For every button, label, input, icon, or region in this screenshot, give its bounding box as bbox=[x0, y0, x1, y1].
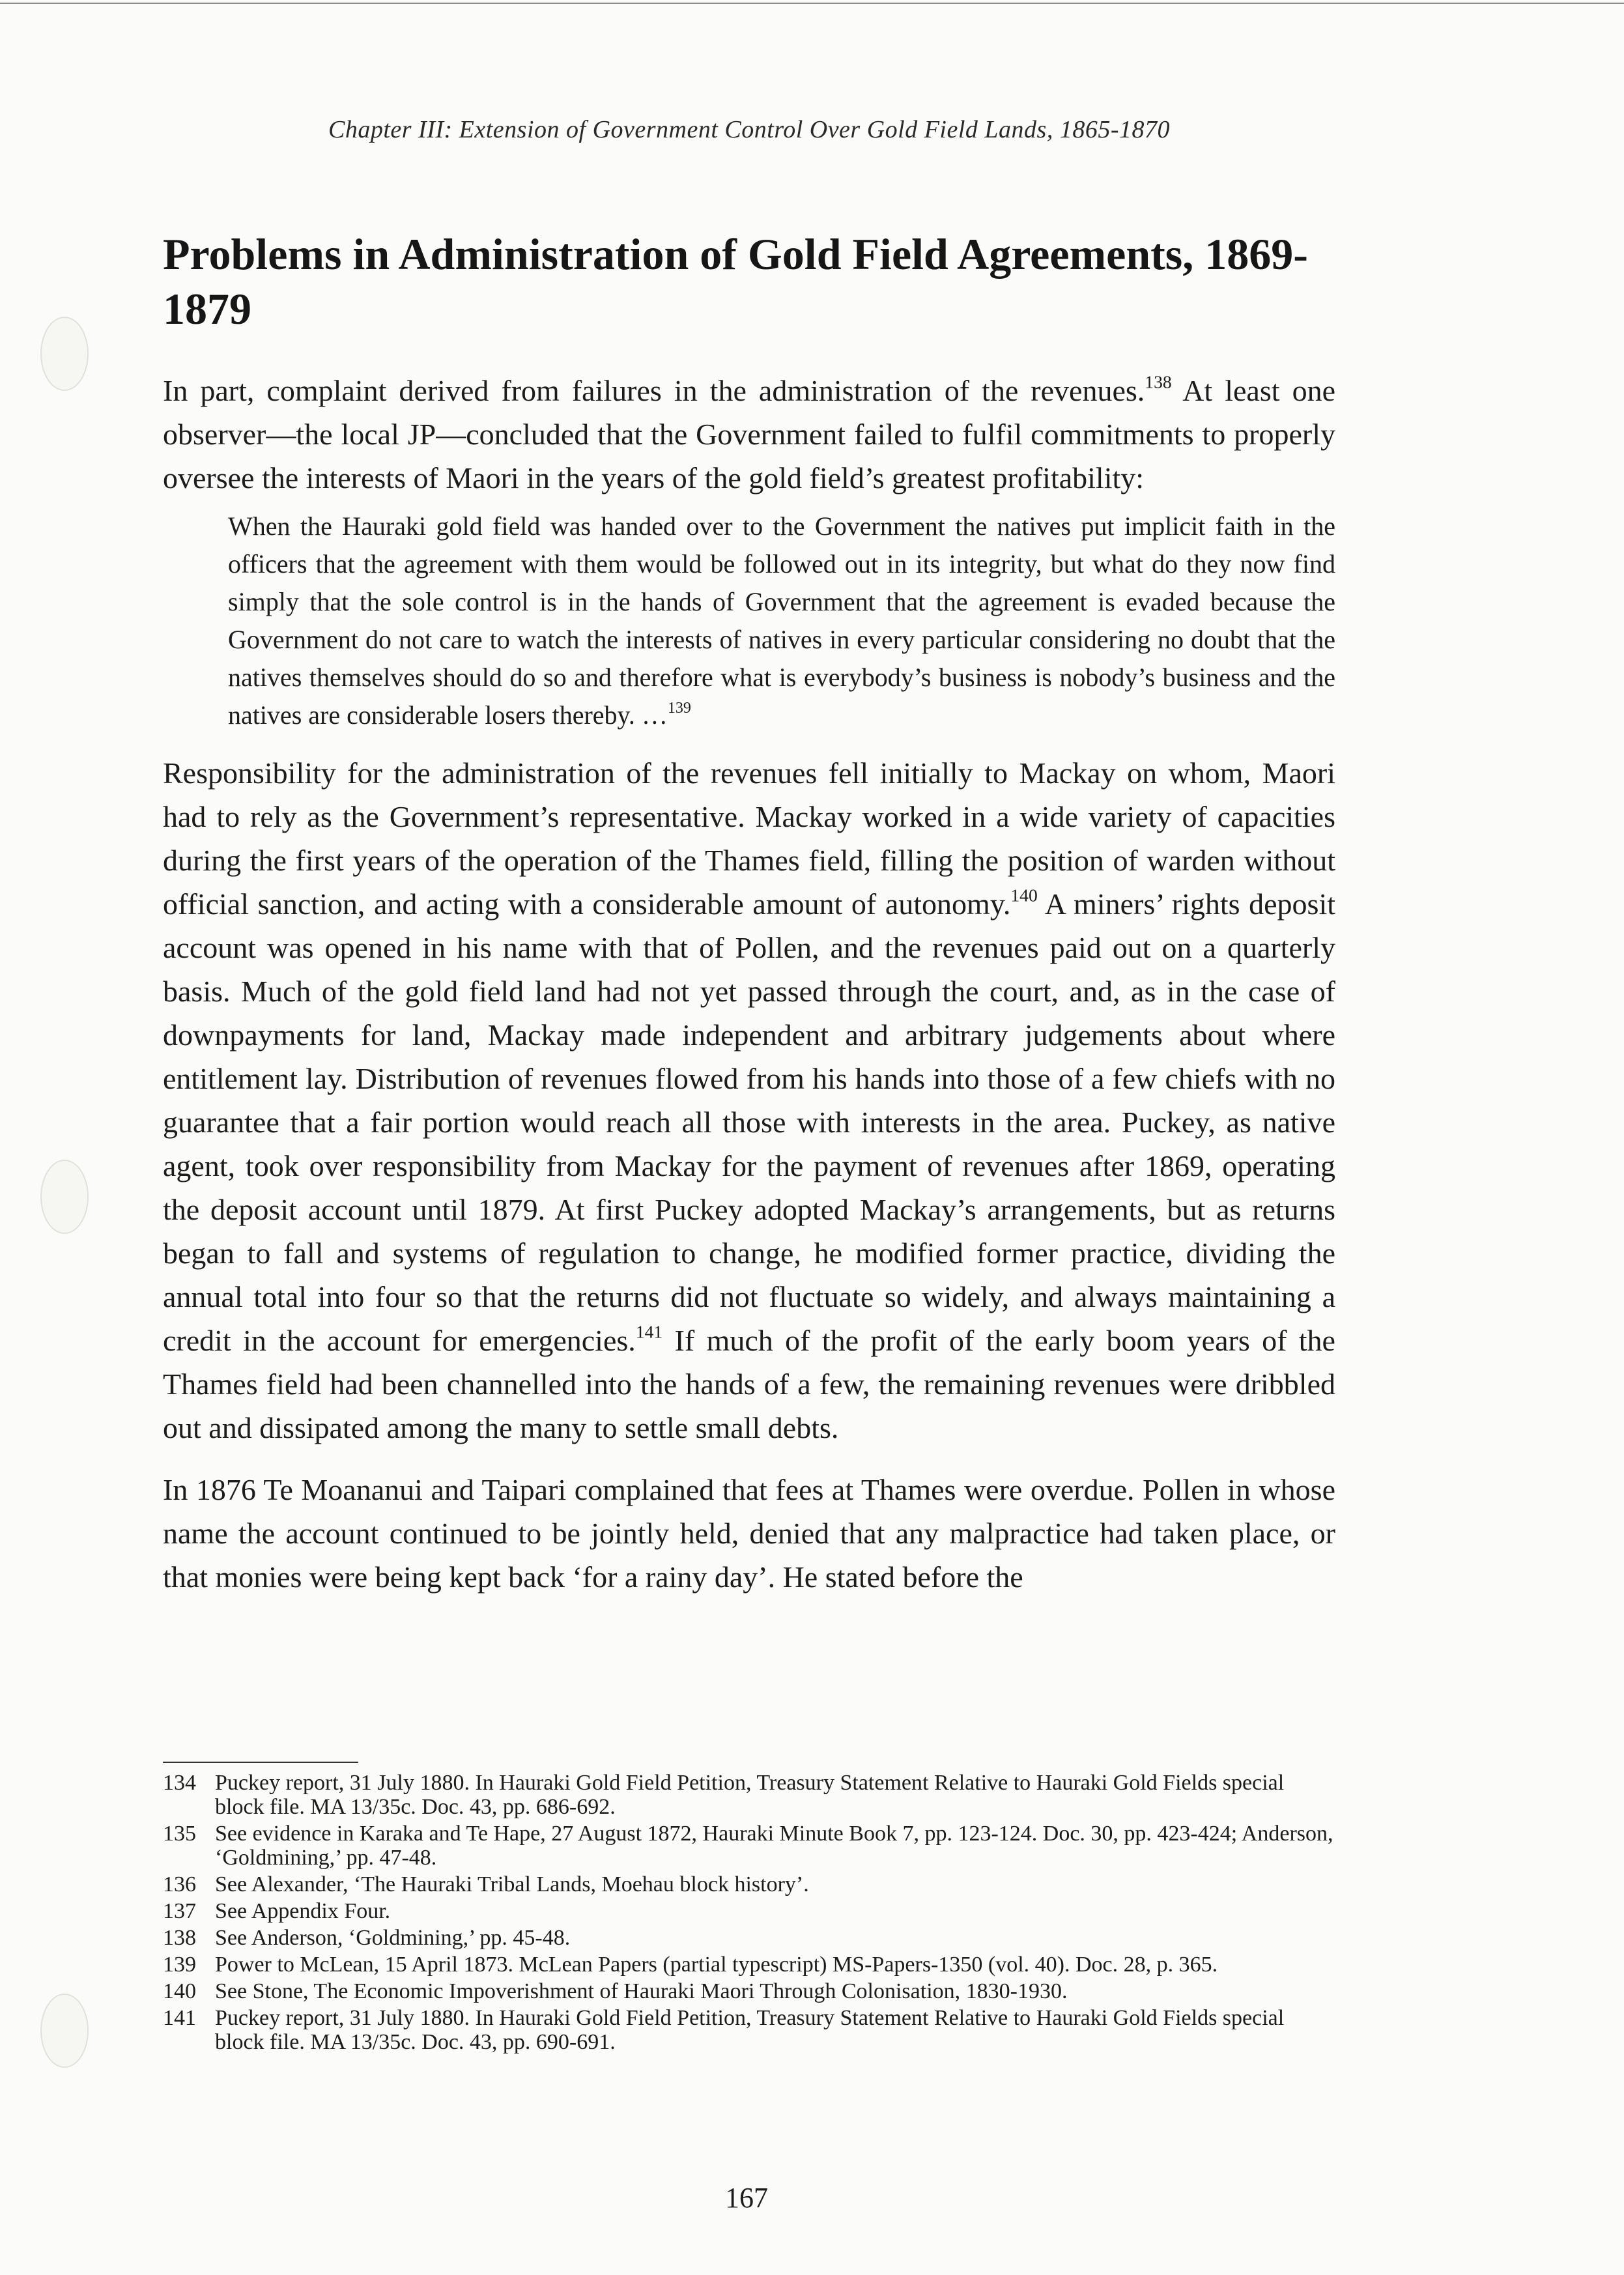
footnote-number: 139 bbox=[163, 1953, 196, 1977]
paragraph-text: Responsibility for the administration of the revenues fell initially to Mackay on whom, Maori had to rely as the Government’s representative. Mackay worked in a wide variety of capacities during the first years of the operation of the Thames field, filling the position of warden without official sanction, and acting with a considerable amount of autonomy. bbox=[163, 756, 1335, 921]
footnote-rule bbox=[163, 1762, 358, 1763]
paragraph bbox=[163, 1468, 1335, 1599]
page-number: 167 bbox=[725, 2182, 768, 2214]
footnote-number: 141 bbox=[163, 2006, 196, 2030]
footnote-text: See Anderson, ‘Goldmining,’ pp. 45-48. bbox=[215, 1926, 571, 1950]
footnote-text: Power to McLean, 15 April 1873. McLean Papers (partial typescript) MS-Papers-1350 (vol. 40). Doc. 28, p. 365. bbox=[215, 1953, 1218, 1977]
punch-hole-mark bbox=[40, 1160, 89, 1234]
footnote bbox=[163, 2006, 1335, 2054]
footnote bbox=[163, 1899, 1335, 1923]
body-text bbox=[163, 369, 1335, 1617]
footnote-text: See Alexander, ‘The Hauraki Tribal Lands, Moehau block history’. bbox=[215, 1872, 809, 1896]
footnote-text: See evidence in Karaka and Te Hape, 27 August 1872, Hauraki Minute Book 7, pp. 123-124. Doc. 30, pp. 423-424; Anderson, ‘Goldmining,’ pp. 47-48. bbox=[215, 1822, 1333, 1870]
footnote-ref: 140 bbox=[1010, 885, 1038, 906]
scan-edge-line bbox=[0, 3, 1624, 4]
footnote-text: See Stone, The Economic Impoverishment of Hauraki Maori Through Colonisation, 1830-1930. bbox=[215, 1979, 1068, 2003]
footnote-number: 140 bbox=[163, 1979, 196, 2003]
punch-hole-mark bbox=[40, 1994, 89, 2068]
footnote-text: Puckey report, 31 July 1880. In Hauraki Gold Field Petition, Treasury Statement Relative to Hauraki Gold Fields special block file. MA 13/35c. Doc. 43, pp. 690-691. bbox=[215, 2006, 1285, 2054]
paragraph-text: In 1876 Te Moananui and Taipari complained that fees at Thames were overdue. Pollen in whose name the account continued to be jointly held, denied that any malpractice had taken place, or that monies were being kept back ‘for a rainy day’. He stated before the bbox=[163, 1473, 1335, 1594]
footnote bbox=[163, 1822, 1335, 1870]
footnote-number: 134 bbox=[163, 1771, 196, 1795]
punch-hole-mark bbox=[40, 317, 89, 391]
footnote bbox=[163, 1872, 1335, 1896]
footnote bbox=[163, 1953, 1335, 1977]
footnote-text: See Appendix Four. bbox=[215, 1899, 391, 1923]
running-head: Chapter III: Extension of Government Control Over Gold Field Lands, 1865-1870 bbox=[328, 116, 1170, 143]
footnote bbox=[163, 1771, 1335, 1819]
quote-text: When the Hauraki gold field was handed over to the Government the natives put implicit faith in the officers that the agreement with them would be followed out in its integrity, but what do they now find simply that the sole control is in the hands of Government that the agreement is evaded because the Government do not care to watch the interests of natives in every particular considering no doubt that the natives themselves should do so and therefore what is everybody’s business is nobody’s business and the natives are considerable losers thereby. … bbox=[228, 511, 1335, 730]
footnote-number: 135 bbox=[163, 1822, 196, 1846]
footnote-number: 137 bbox=[163, 1899, 196, 1923]
paragraph-text: If much of the profit of the early boom years of the Thames field had been channelled into the hands of a few, the remaining revenues were dribbled out and dissipated among the many to settle small debts. bbox=[163, 1324, 1335, 1444]
footnote bbox=[163, 1979, 1335, 2003]
footnote-ref: 138 bbox=[1145, 371, 1172, 392]
paragraph-text: A miners’ rights deposit account was opened in his name with that of Pollen, and the revenues paid out on a quarterly basis. Much of the gold field land had not yet passed through the court, and, as in the case of downpayments for land, Mackay made independent and arbitrary judgements about where entitlement lay. Distribution of revenues flowed from his hands into those of a few chiefs with no guarantee that a fair portion would reach all those with interests in the area. Puckey, as native agent, took over responsibility from Mackay for the payment of revenues after 1869, operating the deposit account until 1879. At first Puckey adopted Mackay’s arrangements, but as returns began to fall and systems of regulation to change, he modified former practice, dividing the annual total into four so that the returns did not fluctuate so widely, and always maintaining a credit in the account for emergencies. bbox=[163, 887, 1335, 1357]
footnote-text: Puckey report, 31 July 1880. In Hauraki Gold Field Petition, Treasury Statement Relative to Hauraki Gold Fields special block file. MA 13/35c. Doc. 43, pp. 686-692. bbox=[215, 1771, 1285, 1819]
paragraph bbox=[163, 369, 1335, 500]
block-quote bbox=[228, 508, 1335, 734]
footnotes bbox=[163, 1771, 1335, 2057]
paragraph bbox=[163, 751, 1335, 1450]
footnote-number: 136 bbox=[163, 1872, 196, 1896]
footnote-ref: 141 bbox=[635, 1321, 663, 1342]
paragraph-text: At least one observer—the local JP—concluded that the Government failed to fulfil commitments to properly oversee the interests of Maori in the years of the gold field’s greatest profitability: bbox=[163, 374, 1335, 494]
footnote bbox=[163, 1926, 1335, 1950]
paragraph-text: In part, complaint derived from failures in the administration of the revenues. bbox=[163, 374, 1145, 407]
footnote-ref: 139 bbox=[667, 700, 691, 717]
footnote-number: 138 bbox=[163, 1926, 196, 1950]
section-title: Problems in Administration of Gold Field Agreements, 1869-1879 bbox=[163, 229, 1308, 334]
